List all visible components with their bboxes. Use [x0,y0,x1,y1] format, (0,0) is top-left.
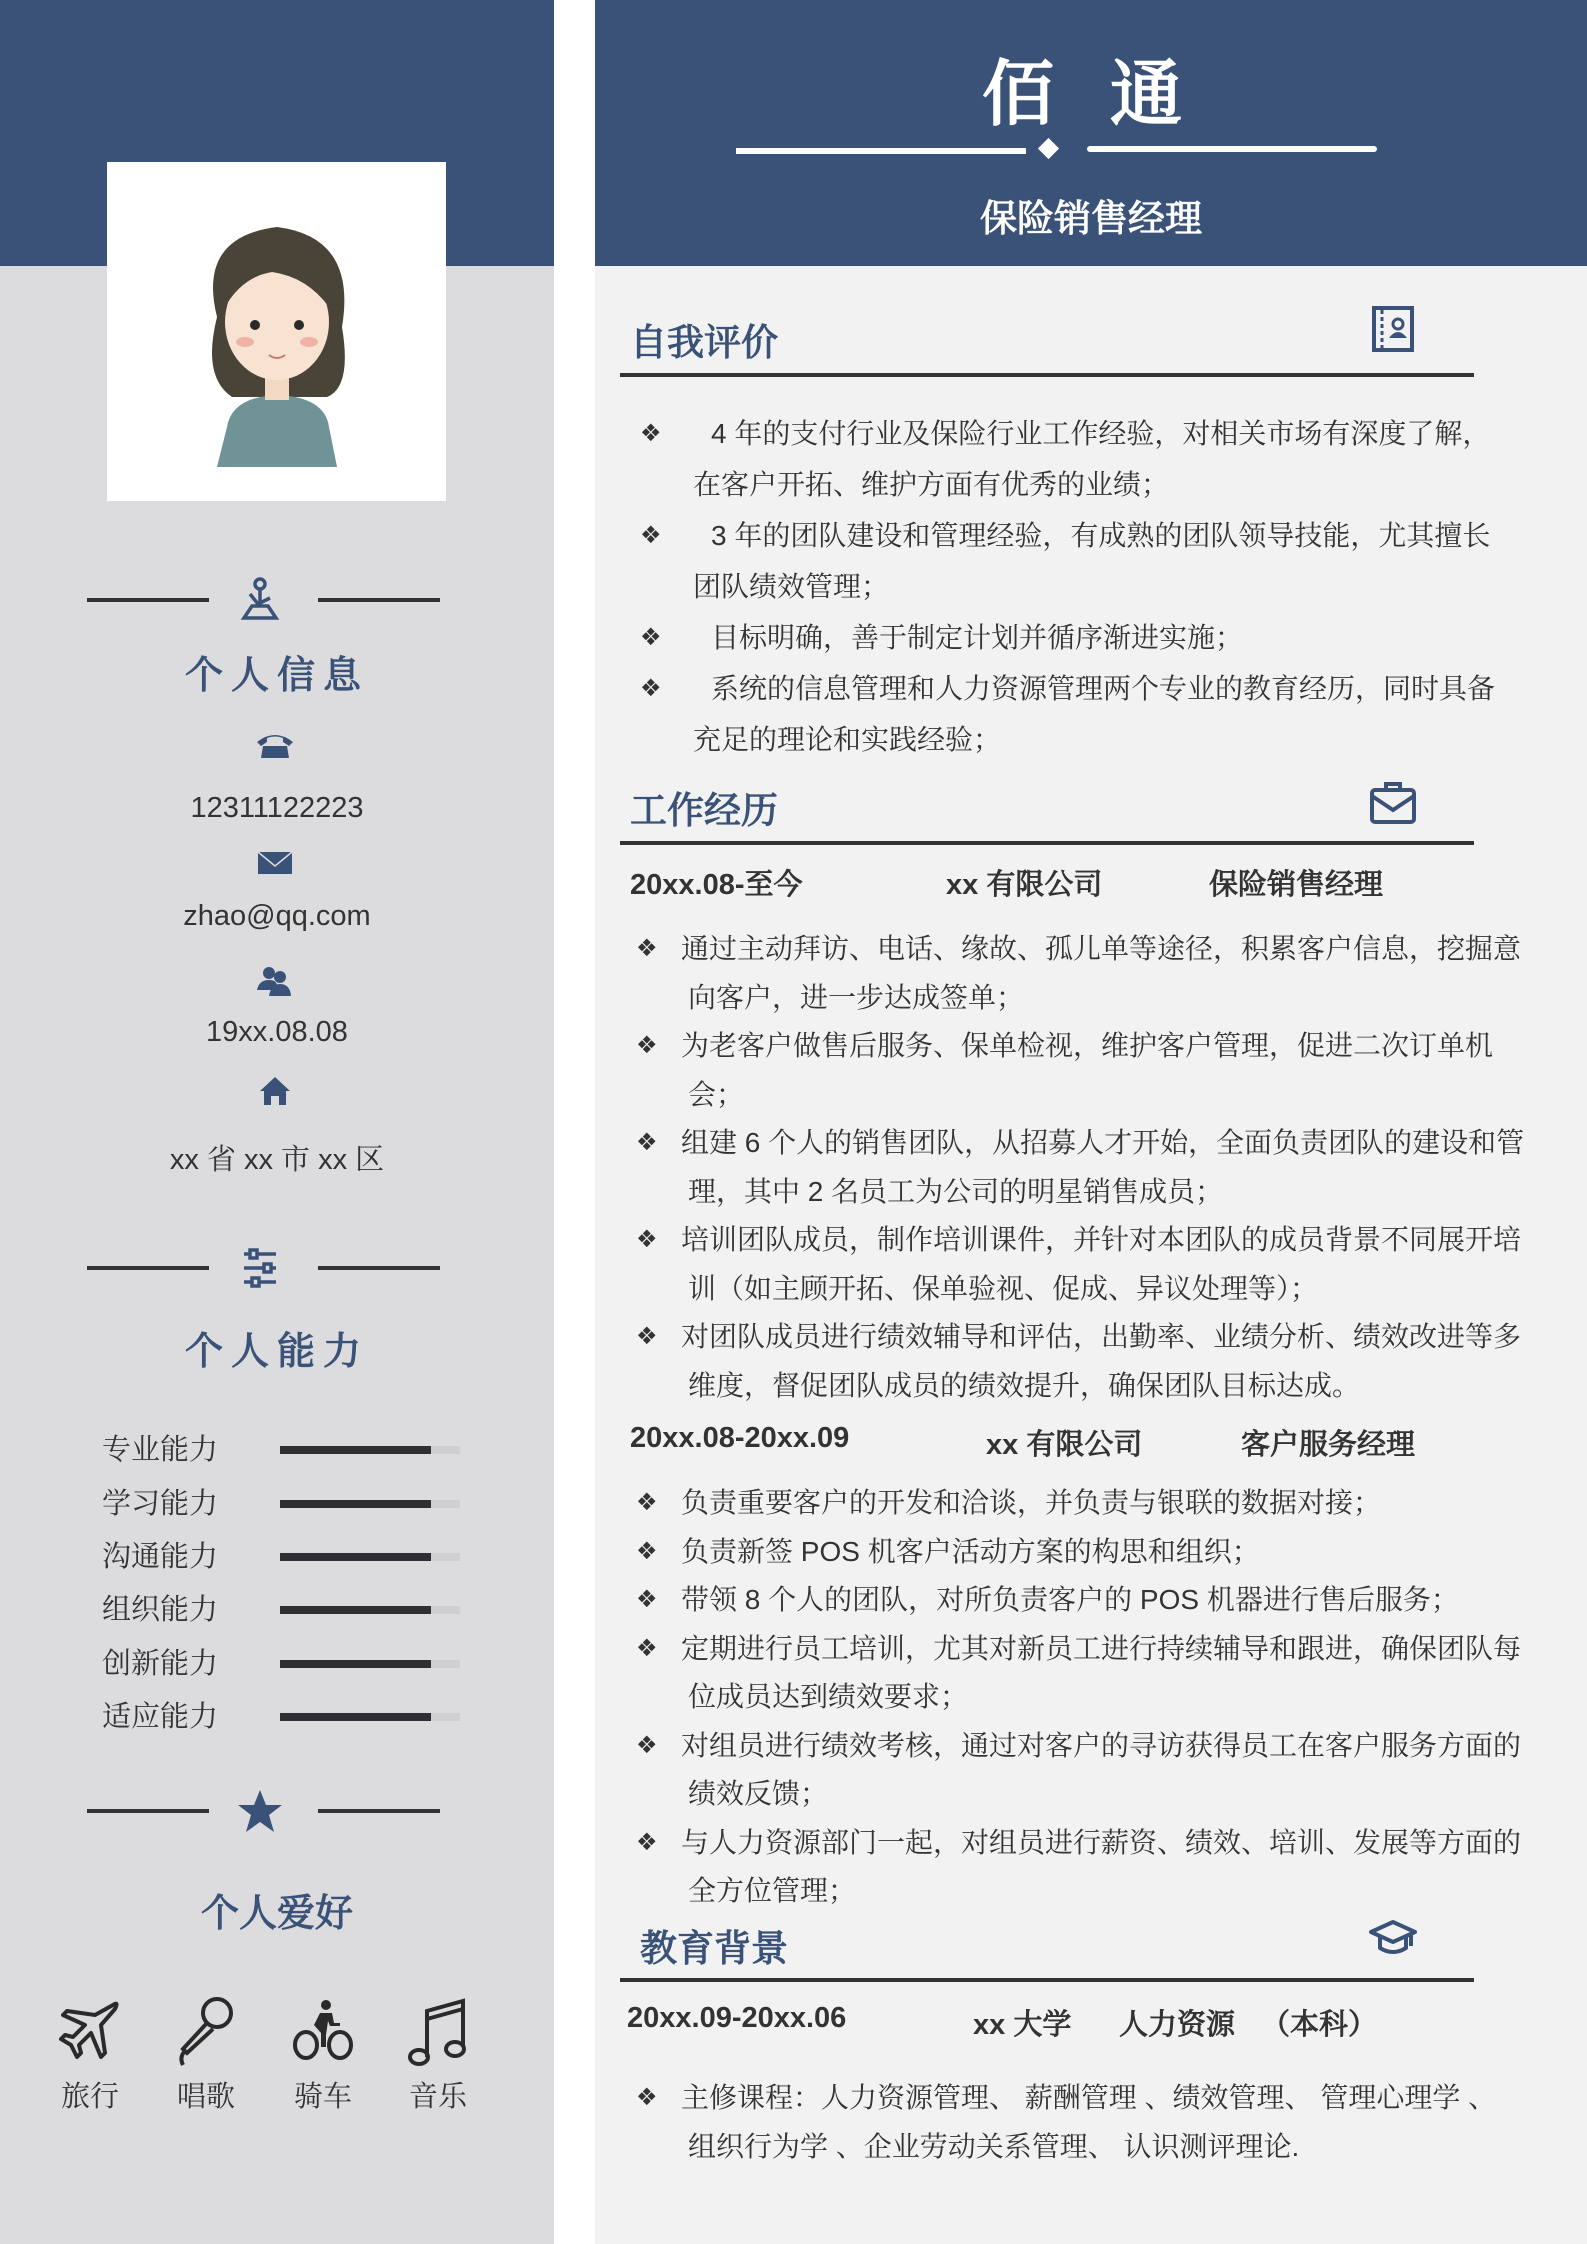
list-item [620,1625,1530,1722]
skill-bar-fill [280,1446,431,1454]
self-evaluation-list [620,408,1500,765]
section-rule [620,1978,1474,1982]
hobbies-divider [0,1781,554,1841]
education-degree: （本科） [1261,2009,1378,2041]
header-banner [595,0,1587,266]
hobby-label: 唱歌 [176,2081,235,2113]
phone-number: 12311122223 [190,792,364,824]
list-item-text: 主修课程：人力资源管理、 薪酬管理 、绩效管理、 管理心理学 、组织行为学 、企业劳动关系管理、 认识测评理论. [681,2082,1497,2162]
list-item-text: 4 年的支付行业及保险行业工作经验，对相关市场有深度了解，在客户开拓、维护方面有优秀的业绩； [693,418,1491,500]
diamond-bullet-icon: ❖ [640,420,662,447]
list-item [620,510,1500,612]
avatar-illustration [177,197,377,467]
skill-row [102,1590,462,1630]
briefcase-icon [1368,778,1418,828]
diamond-bullet-icon: ❖ [636,935,658,962]
self-evaluation-header [630,312,1490,372]
diamond-bullet-icon: ❖ [640,624,662,651]
skill-bar-fill [280,1660,431,1668]
skill-row [102,1430,462,1470]
diamond-bullet-icon: ❖ [636,1489,658,1516]
sliders-icon [236,1244,284,1292]
skill-label: 专业能力 [102,1434,219,1466]
job-duties-list [620,925,1530,1410]
skill-label: 沟通能力 [102,1541,219,1573]
header-divider-line [736,148,1026,154]
job-row [630,862,1530,902]
diamond-bullet-icon: ❖ [636,1586,658,1613]
list-item-text: 系统的信息管理和人力资源管理两个专业的教育经历，同时具备充足的理论和实践经验； [693,673,1496,755]
job-row [630,1422,1530,1462]
birth-date: 19xx.08.08 [206,1016,348,1048]
hobby-label: 骑车 [293,2081,352,2113]
education-period: 20xx.09-20xx.06 [627,2002,847,2034]
education-courses-list [620,2074,1500,2171]
section-title: 教育背景 [640,1928,788,1969]
hobby-travel [45,1995,135,2115]
skill-bar-fill [280,1553,431,1561]
avatar-photo [107,162,446,501]
skill-bar-track [280,1606,460,1614]
diamond-bullet-icon: ❖ [636,1731,658,1759]
section-rule [620,841,1474,845]
home-icon [253,1074,297,1108]
list-item-text: 对组员进行绩效考核，通过对客户的寻访获得员工在客户服务方面的绩效反馈； [681,1729,1522,1809]
education-school: xx 大学 [973,2009,1072,2041]
address: xx 省 xx 市 xx 区 [169,1144,385,1176]
job-company: xx 有限公司 [986,1429,1143,1461]
person-at-desk-icon [236,576,284,624]
diamond-bullet-icon: ❖ [636,2084,658,2111]
skill-bar-track [280,1660,460,1668]
contact-book-icon [1368,304,1418,354]
list-item-text: 负责重要客户的开发和洽谈，并负责与银联的数据对接； [681,1487,1382,1518]
job-duties-list [620,1479,1530,1916]
skill-label: 创新能力 [102,1648,219,1680]
skill-bar-track [280,1713,460,1721]
skill-row [102,1644,462,1684]
list-item [620,2074,1500,2171]
skill-row [102,1484,462,1524]
skill-label: 组织能力 [102,1594,219,1626]
section-rule [620,373,1474,377]
skill-bar-track [280,1500,460,1508]
list-item-text: 培训团队成员，制作培训课件，并针对本团队的成员背景不同展开培训（如主顾开拓、保单验视、促成、异议处理等）； [681,1224,1522,1304]
list-item-text: 带领 8 个人的团队，对所负责客户的 POS 机器进行售后服务； [681,1584,1459,1615]
list-item [620,1313,1530,1410]
job-company: xx 有限公司 [946,869,1103,901]
work-experience-header [630,780,1490,840]
list-item [620,663,1500,765]
hobby-label: 旅行 [60,2081,119,2113]
diamond-bullet-icon: ❖ [636,1323,658,1350]
diamond-bullet-icon: ❖ [640,675,662,702]
list-item [620,408,1500,510]
phone-icon [253,728,297,762]
diamond-ornament [1038,138,1059,159]
diamond-bullet-icon: ❖ [636,1634,658,1662]
hobby-music [393,1995,483,2115]
skill-row [102,1537,462,1577]
skills-divider [0,1238,554,1298]
job-period: 20xx.08-至今 [630,869,803,901]
personal-info-divider [0,570,554,630]
education-major: 人力资源 [1119,2009,1236,2041]
list-item-text: 3 年的团队建设和管理经验，有成熟的团队领导技能，尤其擅长团队绩效管理； [693,520,1491,602]
list-item [620,1479,1530,1528]
list-item-text: 定期进行员工培训，尤其对新员工进行持续辅导和跟进，确保团队每位成员达到绩效要求； [681,1632,1522,1712]
list-item [620,1022,1530,1119]
hobby-cycling [278,1995,368,2115]
skill-bar-fill [280,1713,431,1721]
skill-bar-fill [280,1500,431,1508]
skill-label: 学习能力 [102,1488,219,1520]
graduation-cap-icon [1368,1914,1418,1964]
hobbies-heading: 个人爱好 [200,1893,353,1935]
header-divider-line [1087,146,1377,152]
section-title: 工作经历 [630,790,778,831]
music-note-icon [405,1995,471,2069]
section-title: 自我评价 [630,322,778,363]
email-address: zhao@qq.com [183,900,371,932]
job-title: 保险销售经理 [980,198,1202,239]
candidate-name: 佰 通 [981,55,1200,135]
list-item [620,1819,1530,1916]
diamond-bullet-icon: ❖ [636,1032,658,1059]
list-item [620,1216,1530,1313]
skill-row [102,1697,462,1737]
list-item-text: 对团队成员进行绩效辅导和评估，出勤率、业绩分析、绩效改进等多维度，督促团队成员的绩效提升，确保团队目标达成。 [681,1321,1522,1401]
star-icon [236,1787,284,1835]
airplane-icon [57,1995,123,2069]
email-icon [253,846,297,880]
hobby-label: 音乐 [408,2081,467,2113]
list-item-text: 为老客户做售后服务、保单检视，维护客户管理，促进二次订单机会； [681,1030,1494,1110]
personal-info-heading: 个人信息 [184,655,369,697]
bicycle-icon [290,1995,356,2069]
list-item-text: 组建 6 个人的销售团队，从招募人才开始，全面负责团队的建设和管理，其中 2 名员工为公司的明星销售成员； [681,1127,1525,1207]
education-row [627,2002,1530,2042]
job-period: 20xx.08-20xx.09 [630,1422,850,1454]
skill-bar-track [280,1553,460,1561]
list-item-text: 与人力资源部门一起，对组员进行薪资、绩效、培训、发展等方面的全方位管理； [681,1826,1522,1906]
job-position: 保险销售经理 [1209,869,1384,901]
diamond-bullet-icon: ❖ [636,1537,658,1565]
education-header [630,1918,1490,1978]
list-item-text: 负责新签 POS 机客户活动方案的构思和组织； [681,1535,1260,1567]
user-group-icon [253,964,297,998]
list-item [620,925,1530,1022]
microphone-icon [173,1995,239,2069]
list-item [620,1119,1530,1216]
diamond-bullet-icon: ❖ [636,1129,658,1156]
skill-label: 适应能力 [102,1701,219,1733]
skill-bar-fill [280,1606,431,1614]
list-item-text: 通过主动拜访、电话、缘故、孤儿单等途径，积累客户信息，挖掘意向客户，进一步达成签单； [681,933,1522,1013]
list-item [620,1528,1530,1577]
list-item [620,612,1500,663]
list-item [620,1722,1530,1819]
skills-heading: 个人能力 [184,1331,369,1373]
hobby-singing [161,1995,251,2115]
diamond-bullet-icon: ❖ [636,1226,658,1253]
list-item [620,1576,1530,1625]
skill-bar-track [280,1446,460,1454]
diamond-bullet-icon: ❖ [636,1828,658,1856]
list-item-text: 目标明确，善于制定计划并循序渐进实施； [711,622,1244,653]
diamond-bullet-icon: ❖ [640,522,662,549]
job-position: 客户服务经理 [1241,1429,1416,1461]
